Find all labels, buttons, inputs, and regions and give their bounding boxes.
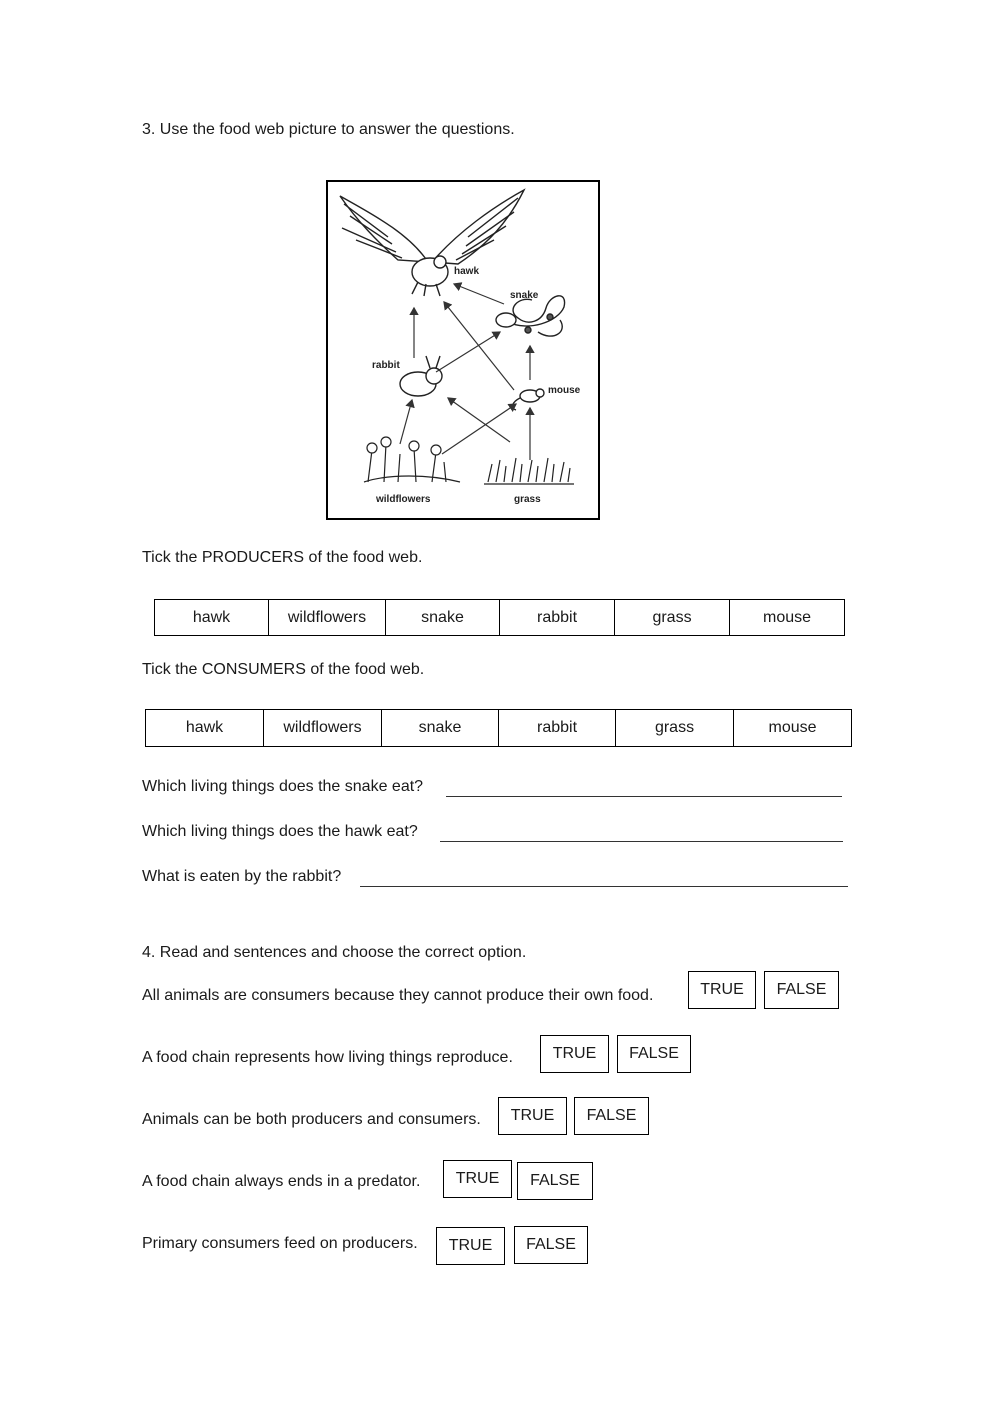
- producer-option-hawk[interactable]: hawk: [155, 600, 269, 635]
- rabbit-drawing: [400, 356, 442, 396]
- label-grass: grass: [514, 494, 541, 505]
- consumer-option-snake[interactable]: snake: [382, 710, 499, 746]
- producer-option-wildflowers[interactable]: wildflowers: [269, 600, 386, 635]
- hawk-drawing: [340, 190, 524, 296]
- food-web-picture: [326, 180, 600, 520]
- label-snake: snake: [510, 290, 539, 301]
- answer-line-snake-eats[interactable]: [446, 796, 842, 797]
- question-hawk-eats: Which living things does the hawk eat?: [142, 823, 418, 840]
- grass-drawing: [484, 458, 574, 484]
- consumer-option-hawk[interactable]: hawk: [146, 710, 264, 746]
- snake-drawing: [496, 296, 565, 336]
- consumer-option-wildflowers[interactable]: wildflowers: [264, 710, 382, 746]
- statement-3-false-button[interactable]: FALSE: [574, 1097, 649, 1135]
- question-rabbit-eats: What is eaten by the rabbit?: [142, 868, 342, 885]
- consumer-option-grass[interactable]: grass: [616, 710, 734, 746]
- answer-line-hawk-eats[interactable]: [440, 841, 843, 842]
- producer-option-mouse[interactable]: mouse: [762, 608, 812, 626]
- statement-3: Animals can be both producers and consumers.: [142, 1111, 481, 1128]
- consumers-prompt: Tick the CONSUMERS of the food web.: [142, 661, 425, 678]
- label-mouse: mouse: [548, 385, 581, 396]
- statement-4: A food chain always ends in a predator.: [142, 1173, 421, 1190]
- q3-heading: 3. Use the food web picture to answer the questions.: [142, 121, 515, 138]
- q4-heading: 4. Read and sentences and choose the correct option.: [142, 944, 527, 961]
- producer-option-grass[interactable]: grass: [615, 600, 730, 635]
- statement-1: All animals are consumers because they cannot produce their own food.: [142, 987, 654, 1004]
- food-web-drawing: [328, 182, 598, 518]
- label-hawk: hawk: [454, 266, 480, 277]
- label-wildflowers: wildflowers: [376, 494, 431, 505]
- statement-2-false-button[interactable]: FALSE: [617, 1035, 691, 1073]
- mouse-drawing: [513, 389, 544, 410]
- answer-line-rabbit-eats[interactable]: [360, 886, 848, 887]
- statement-4-true-button[interactable]: TRUE: [443, 1160, 512, 1198]
- consumer-option-rabbit[interactable]: rabbit: [499, 710, 616, 746]
- statement-5-true-button[interactable]: TRUE: [436, 1227, 505, 1265]
- consumers-options: [145, 709, 852, 747]
- statement-1-true-button[interactable]: TRUE: [688, 971, 756, 1009]
- producer-option-rabbit[interactable]: rabbit: [500, 600, 615, 635]
- statement-4-false-button[interactable]: FALSE: [517, 1162, 593, 1200]
- statement-2-true-button[interactable]: TRUE: [540, 1035, 609, 1073]
- producer-option-snake[interactable]: snake: [386, 600, 500, 635]
- label-rabbit: rabbit: [372, 360, 400, 371]
- producers-prompt: Tick the PRODUCERS of the food web.: [142, 549, 423, 566]
- wildflowers-drawing: [364, 437, 460, 482]
- question-snake-eats: Which living things does the snake eat?: [142, 778, 424, 795]
- statement-2: A food chain represents how living things reproduce.: [142, 1049, 513, 1066]
- statement-5: Primary consumers feed on producers.: [142, 1235, 418, 1252]
- statement-3-true-button[interactable]: TRUE: [498, 1097, 567, 1135]
- statement-1-false-button[interactable]: FALSE: [764, 971, 839, 1009]
- statement-5-false-button[interactable]: FALSE: [514, 1226, 588, 1264]
- consumer-option-mouse[interactable]: mouse: [768, 719, 817, 736]
- producers-options: [154, 599, 845, 636]
